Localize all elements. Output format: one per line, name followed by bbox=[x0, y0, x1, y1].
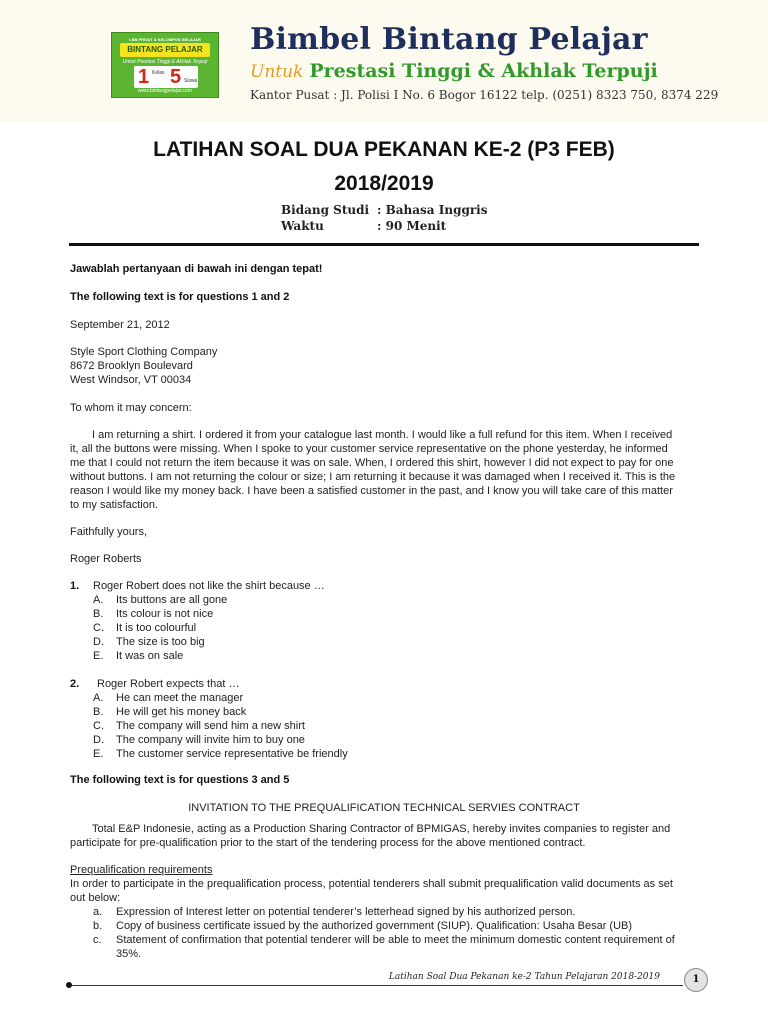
question-number: 1. bbox=[70, 580, 80, 592]
recipient-line: 8672 Brooklyn Boulevard bbox=[70, 360, 193, 372]
logo bbox=[111, 32, 219, 98]
logo-number-five: 5 bbox=[170, 66, 182, 88]
subject-label: Bidang Studi bbox=[281, 203, 370, 217]
option-letter: D. bbox=[93, 636, 104, 648]
footer-divider bbox=[69, 985, 683, 986]
letter-line: me that I could not return the item because it was on sale. When, I ordered this shirt, however I did not expect to pay for one bbox=[70, 457, 674, 469]
logo-top-text: LBB PRIVAT & KELOMPOK BELAJAR bbox=[129, 37, 201, 42]
question-text: Roger Robert does not like the shirt because … bbox=[93, 580, 325, 592]
logo-number-one: 1 bbox=[138, 66, 150, 88]
brand-tagline bbox=[250, 60, 700, 82]
answer-option[interactable] bbox=[93, 635, 205, 649]
option-letter: A. bbox=[93, 692, 104, 704]
answer-option[interactable] bbox=[93, 593, 227, 607]
invitation-title: INVITATION TO THE PREQUALIFICATION TECHNICAL SERVIES CONTRACT bbox=[188, 802, 580, 814]
requirement-letter: a. bbox=[93, 906, 103, 918]
requirement-letter: c. bbox=[93, 934, 102, 946]
option-letter: E. bbox=[93, 650, 104, 662]
time-label: Waktu bbox=[281, 219, 324, 233]
requirement-text: Statement of confirmation that potential tenderer will be able to meet the minimum domestic content requirement of bbox=[116, 934, 675, 946]
option-letter: A. bbox=[93, 594, 104, 606]
answer-option[interactable] bbox=[93, 733, 305, 747]
option-text: Its buttons are all gone bbox=[116, 594, 228, 606]
invitation-line: Total E&P Indonesie, acting as a Production Sharing Contractor of BPMIGAS, hereby invites companies to register and bbox=[92, 823, 671, 835]
option-text: He can meet the manager bbox=[116, 692, 244, 704]
question-text: Roger Robert expects that … bbox=[97, 678, 240, 690]
instruction: Jawablah pertanyaan di bawah ini dengan tepat! bbox=[70, 263, 323, 275]
logo-siswa: Siswa bbox=[184, 78, 198, 84]
option-letter: E. bbox=[93, 748, 104, 760]
letter-line: to my satisfaction. bbox=[70, 499, 159, 511]
office-address: Kantor Pusat : Jl. Polisi I No. 6 Bogor 16122 telp. (0251) 8323 750, 8374 229 bbox=[250, 88, 719, 102]
logo-tagline: Untuk Prestasi Tinggi & Akhlak Terpuji bbox=[122, 59, 208, 65]
prereq-body bbox=[70, 877, 698, 905]
tagline-untuk: Untuk bbox=[250, 62, 304, 82]
invitation-body bbox=[70, 822, 698, 850]
letter-date: September 21, 2012 bbox=[70, 319, 170, 331]
subject-row bbox=[281, 203, 488, 217]
prereq-line: In order to participate in the prequalification process, potential tenderers shall submit prequalification valid documents as set bbox=[70, 878, 673, 890]
option-letter: D. bbox=[93, 734, 104, 746]
page-title-year: 2018/2019 bbox=[334, 172, 434, 195]
recipient-line: Style Sport Clothing Company bbox=[70, 346, 218, 358]
brand-name: Bimbel Bintang Pelajar bbox=[250, 22, 648, 57]
section-heading-1: The following text is for questions 1 and 2 bbox=[70, 291, 290, 303]
answer-option[interactable] bbox=[93, 649, 183, 663]
option-text: The size is too big bbox=[116, 636, 205, 648]
option-text: He will get his money back bbox=[116, 706, 247, 718]
answer-option[interactable] bbox=[93, 621, 196, 635]
page-title: LATIHAN SOAL DUA PEKANAN KE-2 (P3 FEB) bbox=[153, 138, 615, 161]
letter-line: without buttons. I am not returning the colour or size; I am returning it because it was damaged when I received it. This is the bbox=[70, 471, 676, 483]
closing: Faithfully yours, bbox=[70, 526, 148, 538]
logo-badge bbox=[134, 66, 198, 88]
letter-line: it, all the buttons were missing. When I spoke to your customer service representative on the phone yesterday, he informed bbox=[70, 443, 668, 455]
time-value: : 90 Menit bbox=[377, 219, 447, 233]
answer-option[interactable] bbox=[93, 705, 246, 719]
logo-band-text: BINTANG PELAJAR bbox=[120, 43, 210, 57]
answer-option[interactable] bbox=[93, 691, 243, 705]
subject-value: : Bahasa Inggris bbox=[377, 203, 488, 217]
page-number: 1 bbox=[684, 968, 708, 992]
time-row bbox=[281, 219, 446, 233]
logo-kelas: Kelas bbox=[152, 70, 165, 76]
invitation-line: participate for pre-qualification prior to the start of the tendering process for the above mentioned contract. bbox=[70, 837, 586, 849]
letter-line: I am returning a shirt. I ordered it from your catalogue last month. I would like a full refund for this item. When I received bbox=[92, 429, 673, 441]
requirement-text: Copy of business certificate issued by the authorized government (SIUP). Qualification: Usaha Besar (UB) bbox=[116, 920, 633, 932]
requirement-text: Expression of Interest letter on potential tenderer’s letterhead signed by his authorized person. bbox=[116, 906, 576, 918]
footer-text: Latihan Soal Dua Pekanan ke-2 Tahun Pelajaran 2018-2019 bbox=[388, 972, 660, 982]
option-text: The company will send him a new shirt bbox=[116, 720, 305, 732]
option-text: The customer service representative be friendly bbox=[116, 748, 348, 760]
tagline-main: Prestasi Tinggi & Akhlak Terpuji bbox=[309, 60, 658, 82]
letter-line: reason I would like my money back. I have been a satisfied customer in the past, and I know you will take care of this matter bbox=[70, 485, 673, 497]
option-letter: C. bbox=[93, 622, 104, 634]
header-divider bbox=[69, 243, 699, 246]
prereq-heading: Prequalification requirements bbox=[70, 864, 213, 876]
option-letter: B. bbox=[93, 608, 104, 620]
option-letter: B. bbox=[93, 706, 104, 718]
answer-option[interactable] bbox=[93, 607, 213, 621]
requirement-item bbox=[93, 905, 575, 919]
letter-body bbox=[70, 428, 698, 512]
prereq-line: out below: bbox=[70, 892, 121, 904]
footer-bullet bbox=[66, 982, 72, 988]
question-number: 2. bbox=[70, 678, 80, 690]
requirement-item bbox=[93, 919, 632, 933]
salutation: To whom it may concern: bbox=[70, 402, 192, 414]
option-text: Its colour is not nice bbox=[116, 608, 214, 620]
option-letter: C. bbox=[93, 720, 104, 732]
answer-option[interactable] bbox=[93, 719, 305, 733]
option-text: It is too colourful bbox=[116, 622, 197, 634]
option-text: It was on sale bbox=[116, 650, 184, 662]
recipient-line: West Windsor, VT 00034 bbox=[70, 374, 192, 386]
requirement-item bbox=[93, 933, 675, 947]
option-text: The company will invite him to buy one bbox=[116, 734, 305, 746]
requirement-continuation: 35%. bbox=[116, 948, 142, 960]
signature: Roger Roberts bbox=[70, 553, 142, 565]
requirement-letter: b. bbox=[93, 920, 103, 932]
letterhead bbox=[0, 0, 768, 122]
answer-option[interactable] bbox=[93, 747, 348, 761]
logo-url: www.bintangpelajar.com bbox=[138, 88, 192, 94]
section-heading-2: The following text is for questions 3 and 5 bbox=[70, 774, 290, 786]
